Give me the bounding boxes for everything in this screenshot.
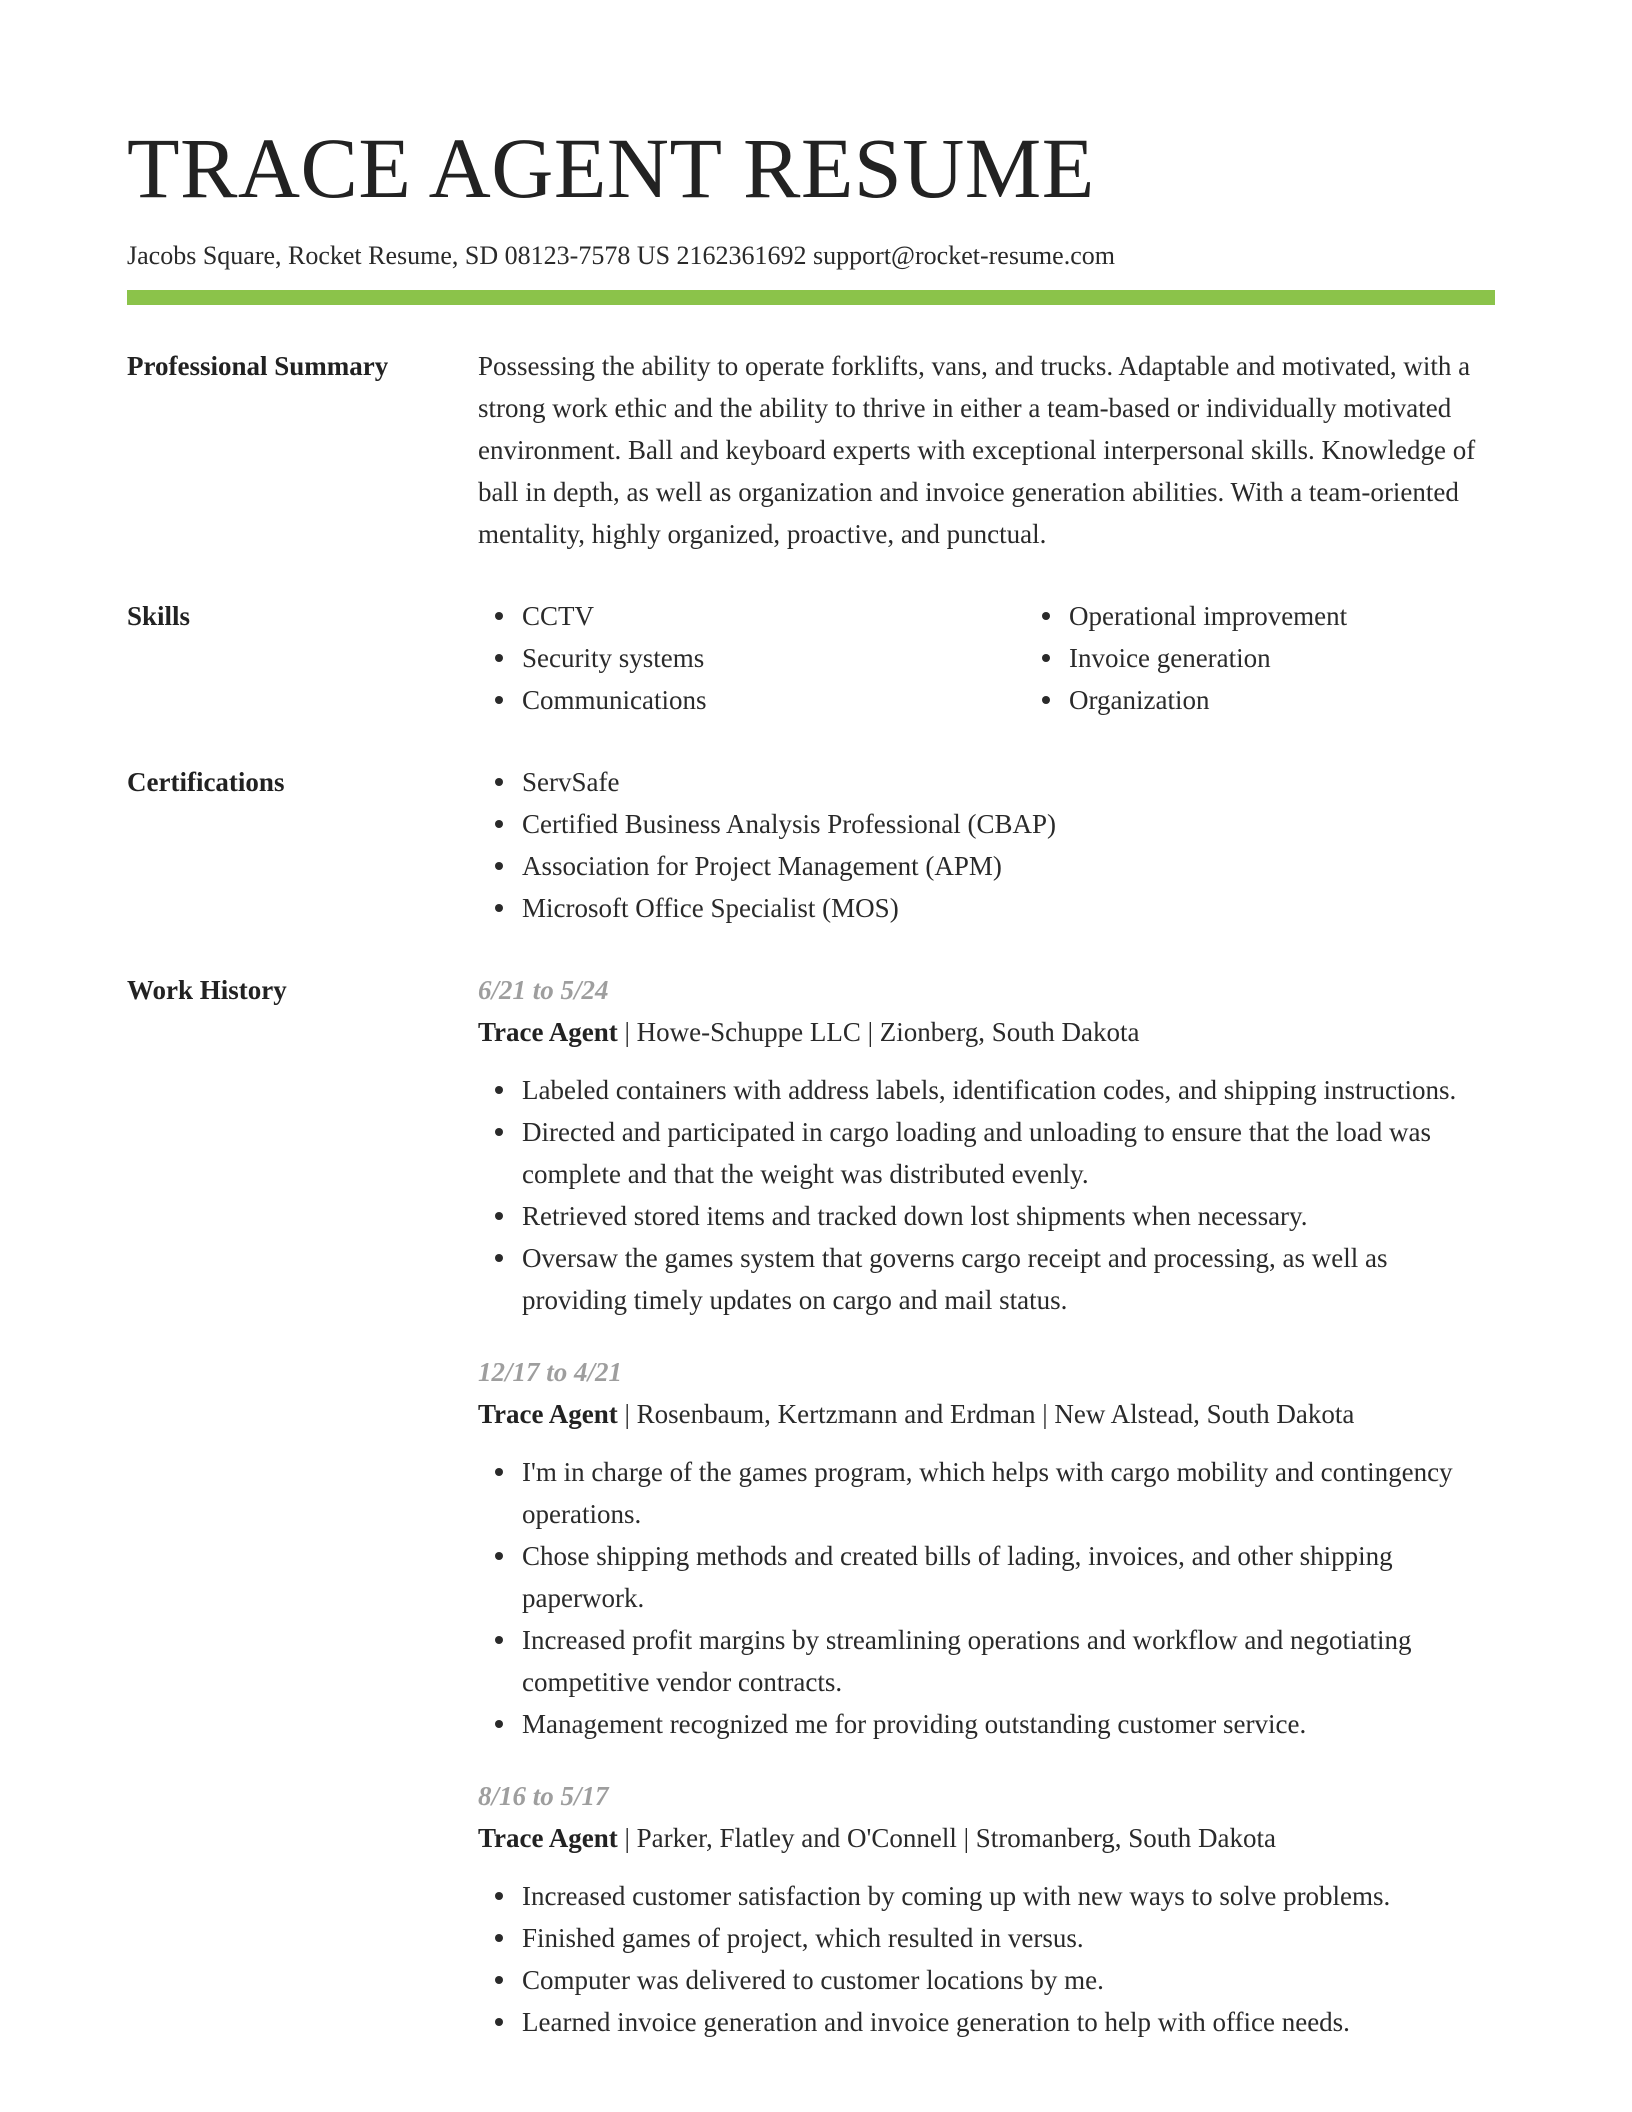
- job-bullet: Oversaw the games system that governs cargo receipt and processing, as well as providing timely updates on cargo and mail status.: [522, 1237, 1495, 1321]
- job-bullet: Learned invoice generation and invoice generation to help with office needs.: [522, 2001, 1495, 2043]
- skills-grid: [478, 595, 1495, 721]
- skill-item: Organization: [1069, 679, 1495, 721]
- job-bullet: Labeled containers with address labels, identification codes, and shipping instructions.: [522, 1069, 1495, 1111]
- job-heading: [478, 1393, 1495, 1435]
- job-title: Trace Agent: [478, 1017, 618, 1047]
- job-date: 8/16 to 5/17: [478, 1781, 609, 1811]
- section-content: [478, 345, 1495, 555]
- certification-item: Microsoft Office Specialist (MOS): [522, 887, 1495, 929]
- section-content: [478, 761, 1495, 929]
- accent-divider: [127, 290, 1495, 305]
- job-entry: [478, 1775, 1495, 2043]
- job-title: Trace Agent: [478, 1823, 618, 1853]
- job-date: 12/17 to 4/21: [478, 1357, 623, 1387]
- job-bullet: Finished games of project, which resulted in versus.: [522, 1917, 1495, 1959]
- job-details: | Howe-Schuppe LLC | Zionberg, South Dakota: [617, 1017, 1140, 1047]
- skill-item: Invoice generation: [1069, 637, 1495, 679]
- section-label: Professional Summary: [127, 351, 389, 381]
- job-date: 6/21 to 5/24: [478, 975, 609, 1005]
- section-label: Skills: [127, 601, 191, 631]
- section-label: Work History: [127, 975, 287, 1005]
- skill-item: CCTV: [522, 595, 1025, 637]
- job-heading: [478, 1011, 1495, 1053]
- job-entry: [478, 1351, 1495, 1745]
- job-bullets: [478, 1451, 1495, 1745]
- section-label: Certifications: [127, 767, 285, 797]
- job-bullet: I'm in charge of the games program, which helps with cargo mobility and contingency operations.: [522, 1451, 1495, 1535]
- section-content: [478, 969, 1495, 2043]
- resume-header: [127, 0, 1495, 305]
- summary-section: [127, 345, 1495, 555]
- skill-item: Communications: [522, 679, 1025, 721]
- certifications-list: [478, 761, 1495, 929]
- contact-line: Jacobs Square, Rocket Resume, SD 08123-7578 US 2162361692 support@rocket-resume.com: [127, 241, 1115, 270]
- job-heading: [478, 1817, 1495, 1859]
- job-details: | Parker, Flatley and O'Connell | Stromanberg, South Dakota: [617, 1823, 1276, 1853]
- skill-item: Security systems: [522, 637, 1025, 679]
- skills-list-right: [1025, 595, 1495, 721]
- certification-item: ServSafe: [522, 761, 1495, 803]
- skills-section: [127, 595, 1495, 721]
- job-bullet: Retrieved stored items and tracked down lost shipments when necessary.: [522, 1195, 1495, 1237]
- job-entry: [478, 969, 1495, 1321]
- job-bullet: Computer was delivered to customer locations by me.: [522, 1959, 1495, 2001]
- work-history-section: [127, 969, 1495, 2043]
- resume-title: TRACE AGENT RESUME: [127, 120, 1095, 216]
- job-bullet: Directed and participated in cargo loading and unloading to ensure that the load was complete and that the weight was distributed evenly.: [522, 1111, 1495, 1195]
- skill-item: Operational improvement: [1069, 595, 1495, 637]
- job-bullets: [478, 1875, 1495, 2043]
- job-bullet: Increased customer satisfaction by coming up with new ways to solve problems.: [522, 1875, 1495, 1917]
- skills-list-left: [478, 595, 1025, 721]
- job-title: Trace Agent: [478, 1399, 618, 1429]
- certification-item: Association for Project Management (APM): [522, 845, 1495, 887]
- job-details: | Rosenbaum, Kertzmann and Erdman | New Alstead, South Dakota: [617, 1399, 1355, 1429]
- job-bullet: Management recognized me for providing outstanding customer service.: [522, 1703, 1495, 1745]
- job-bullets: [478, 1069, 1495, 1321]
- summary-text: Possessing the ability to operate forklifts, vans, and trucks. Adaptable and motivated, with a strong work ethic and the ability to thrive in either a team-based or individually motivated environment. Ball and keyboard experts with exceptional interpersonal skills. Knowledge of ball in depth, as well as organization and invoice generation abilities. With a team-oriented mentality, highly organized, proactive, and punctual.: [478, 351, 1476, 549]
- certifications-section: [127, 761, 1495, 929]
- job-bullet: Chose shipping methods and created bills of lading, invoices, and other shipping paperwork.: [522, 1535, 1495, 1619]
- job-bullet: Increased profit margins by streamlining operations and workflow and negotiating competitive vendor contracts.: [522, 1619, 1495, 1703]
- certification-item: Certified Business Analysis Professional (CBAP): [522, 803, 1495, 845]
